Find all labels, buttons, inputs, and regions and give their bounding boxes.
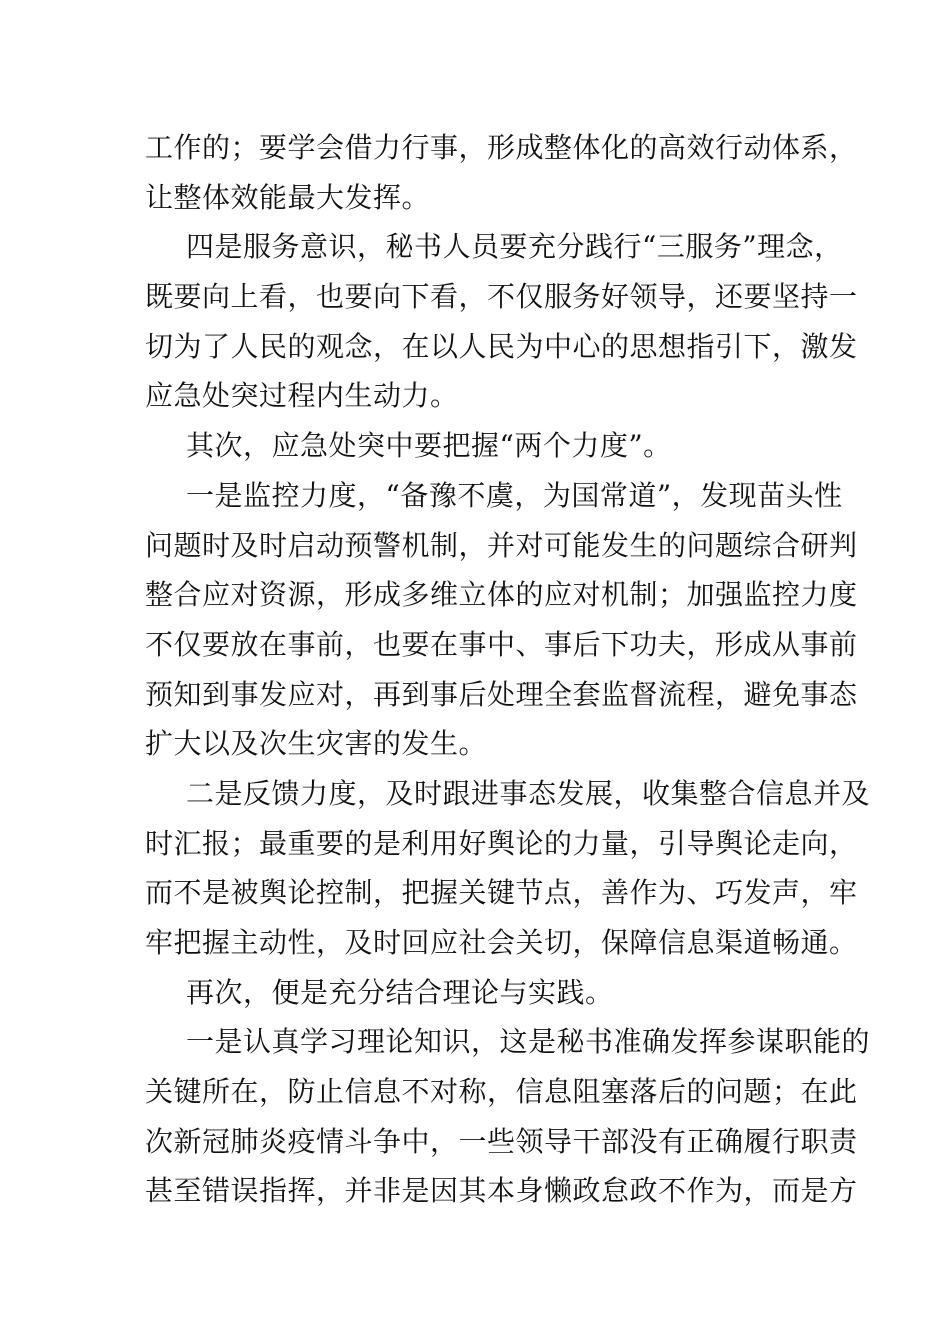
paragraph-first-line: 一是认真学习理论知识，这是秘书准确发挥参谋职能的 xyxy=(186,1025,871,1059)
paragraph-first-line: 再次，便是充分结合理论与实践。 xyxy=(186,975,614,1009)
text-line: 整合应对资源，形成多维立体的应对机制；加强监控力度 xyxy=(145,578,858,612)
paragraph-first-line: 四是服务意识，秘书人员要充分践行“三服务”理念， xyxy=(186,230,843,264)
text-line: 既要向上看，也要向下看，不仅服务好领导，还要坚持一 xyxy=(145,280,858,314)
text-line: 让整体效能最大发挥。 xyxy=(145,180,431,214)
text-line: 牢把握主动性，及时回应社会关切，保障信息渠道畅通。 xyxy=(145,926,858,959)
text-line: 甚至错误指挥，并非是因其本身懒政怠政不作为，而是方 xyxy=(145,1174,858,1208)
text-line: 工作的；要学会借力行事，形成整体化的高效行动体系， xyxy=(145,131,858,164)
paragraph-first-line: 一是监控力度，“备豫不虞，为国常道”，发现苗头性 xyxy=(186,478,843,512)
text-line: 切为了人民的观念，在以人民为中心的思想指引下，激发 xyxy=(145,329,858,363)
text-line: 而不是被舆论控制，把握关键节点，善作为、巧发声，牢 xyxy=(145,876,858,910)
text-line: 关键所在，防止信息不对称，信息阻塞落后的问题；在此 xyxy=(145,1075,858,1109)
paragraph-first-line: 二是反馈力度，及时跟进事态发展，收集整合信息并及 xyxy=(186,776,871,810)
text-line: 时汇报；最重要的是利用好舆论的力量，引导舆论走向， xyxy=(145,826,858,860)
text-line: 次新冠肺炎疫情斗争中，一些领导干部没有正确履行职责 xyxy=(145,1124,858,1158)
paragraph-first-line: 其次，应急处突中要把握“两个力度”。 xyxy=(186,429,672,463)
text-line: 问题时及时启动预警机制，并对可能发生的问题综合研判 xyxy=(145,528,858,562)
text-line: 扩大以及次生灾害的发生。 xyxy=(145,727,488,761)
text-line: 不仅要放在事前，也要在事中、事后下功夫，形成从事前 xyxy=(145,627,858,661)
document-body xyxy=(145,123,871,1216)
text-line: 应急处突过程内生动力。 xyxy=(145,379,459,413)
text-line: 预知到事发应对，再到事后处理全套监督流程，避免事态 xyxy=(145,677,858,711)
